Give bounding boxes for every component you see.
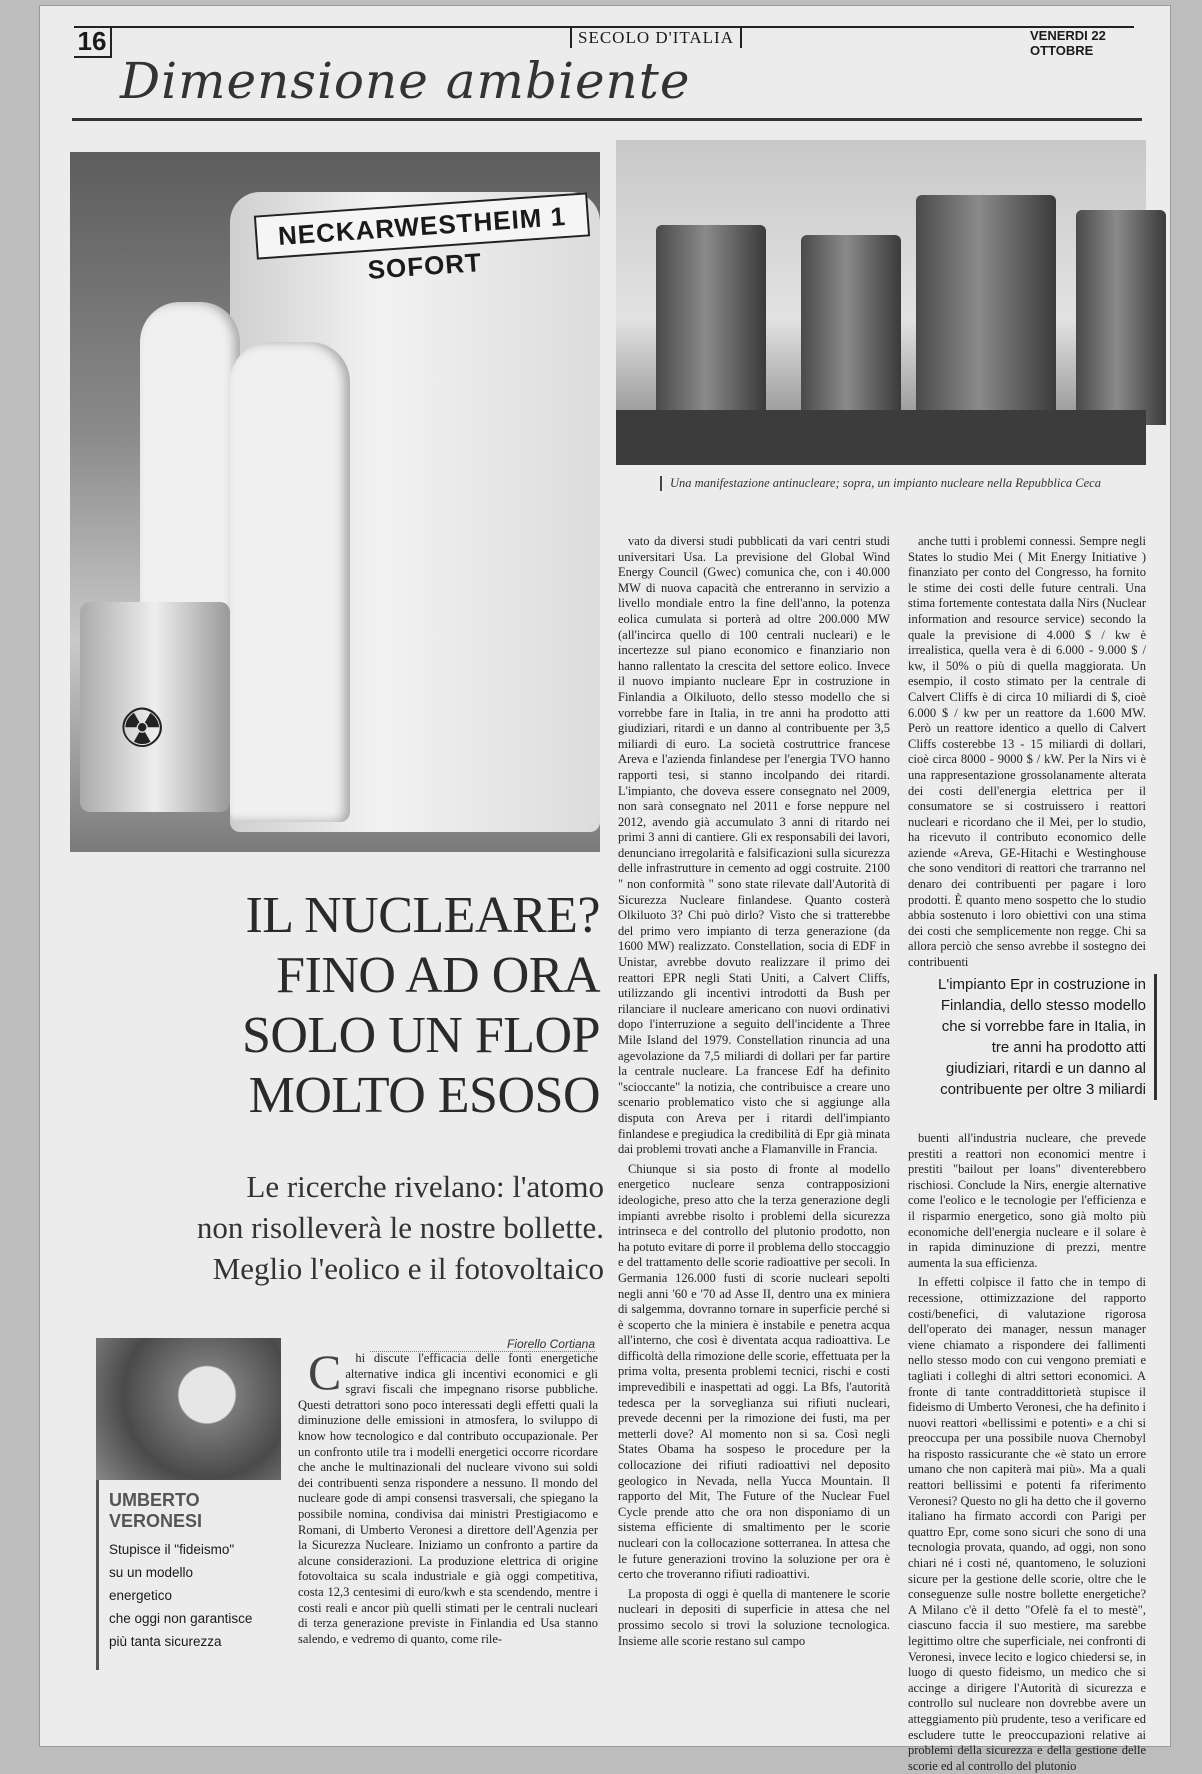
section-title: Dimensione ambiente — [120, 52, 691, 110]
sidebar-line: energetico — [109, 1588, 173, 1603]
issue-date: VENERDI 22 OTTOBRE — [1030, 28, 1106, 58]
article-paragraph: Chi discute l'efficacia delle fonti energetiche alternative indica gli incentivi economici e gli sgravi fiscali che impegnano risorse pubbliche. Questi detrattori sono poco interessati degli effetti quali la diminuzione delle emissioni in atmosfera, lo sviluppo di know how tecnologico e dal contributo occupazionale. Per un confronto utile tra i modelli energetici occorre ricordare che anche le multinazionali del nucleare vivono sui soldi dei contribuenti senza rispondere a nessuno. Il mondo del nucleare gode di ampi consensi trasversali, che spiegano la possibile nomina, condivisa dai ministri Prestigiacomo e Romani, di Umberto Veronesi a direttore dell'Agenzia per la Sicurezza Nucleare. Iniziamo un confronto a partire da alcune considerazioni. La produzione elettrica di origine fotovoltaica su scala industriale e già oggi competitiva, costa 12,3 centesimi di euro/kwh e sta scendendo, mentre i costi reali e ancor più quelli stimati per le centrali nucleari di terza generazione previste in Finlandia ed Usa stanno salendo, e vedremo di quanto, come rile- — [298, 1344, 598, 1646]
newspaper-name: SECOLO D'ITALIA — [570, 28, 742, 48]
protest-banner: NECKARWESTHEIM 1 SOFORT — [254, 192, 590, 259]
cooling-tower — [801, 235, 901, 425]
nuclear-barrel — [80, 602, 230, 812]
protester-figure — [230, 342, 350, 822]
article-paragraph: vato da diversi studi pubblicati da vari centri studi universitari Usa. La previsione del Global Wind Energy Council (Gwec) comunica che, con i 40.000 MW di nuova capacità che entreranno in servizio a livello mondiale entro la fine dell'anno, la potenza eolica cumulata si porterà ad oltre 200.000 MW (all'incirca quello di 100 centrali nucleari) e le incertezze sul piano economico e finanziario non hanno rallentato la crescita del settore eolico. Invece il nuovo impianto nucleare Epr in costruzione in Finlandia a Olkiluoto, dello stesso modello che si vorrebbe fare in Italia, in tre anni ha prodotto atti giudiziari, ritardi e un danno al contribuente per 3,5 miliardi di euro. La società costruttrice francese Areva e l'azienda finlandese per l'energia TVO hanno rapporti tesi, si stanno incolpando dei ritardi. L'impianto, che doveva essere consegnato nel 2009, non sarà consegnato nel 2011 e forse neppure nel 2012, avendo già accumulato 3 anni di ritardo nei primi 3 anni di cantiere. Gli ex responsabili dei lavori, denunciano irregolarità e falsificazioni sulla sicurezza delle infrastrutture in cemento ad oggi costruite. 2100 " non conformità " sono state rilevate dall'Autorità di Sicurezza Nucleare finlandese. Quanto costerà Olkiluoto 3? Chi può dirlo? Visto che si tratterebbe del primo vero impianto di terza generazione (da 1600 MW) realizzato. Constellation, socia di EDF in Unistar, avrebbe dovuto realizzare il primo dei reattori EPR negli Stati Uniti, a Calvert Cliffs, utilizzando gli incentivi introdotti da Bush per rilanciare il nucleare americano con nuovi ordinativi dopo l'interruzione a seguito dell'incidente a Three Mile Island del 1979. Constellation rinuncia ad una agevolazione da 7,5 miliardi di dollari per far partire la centrale nucleare. La francese Edf ha definito "scioccante" la notizia, che contribuisce a creare uno scenario problematico visto che si aggiunge alla disputa con Areva per i ritardi dell'impianto finlandese e pregiudica la credibilità di Epr già minata dai problemi trovati anche a Flamanville in Francia. — [618, 534, 890, 1157]
veronesi-sidebar — [96, 1480, 281, 1670]
photo-caption: Una manifestazione antinucleare; sopra, un impianto nucleare nella Repubblica Ceca — [660, 476, 1190, 491]
headline-line: FINO AD ORA — [276, 947, 600, 1004]
cooling-towers-photo — [616, 140, 1146, 465]
newspaper-page — [40, 6, 1170, 1773]
article-column-3-bottom — [908, 1131, 1146, 1773]
article-paragraph: La proposta di oggi è quella di mantenere le scorie nucleari in depositi di superficie in attesa che nel prossimo secolo si trovi la soluzione tecnologica. Insieme alle scorie restano sul campo — [618, 1586, 890, 1648]
headline — [80, 886, 600, 1126]
sidebar-line: su un modello — [109, 1565, 194, 1580]
cooling-tower — [656, 225, 766, 425]
headline-line: SOLO UN FLOP — [241, 1007, 600, 1064]
article-column-3-top — [908, 534, 1146, 970]
page-number: 16 — [74, 26, 112, 58]
subhead-line: Meglio l'eolico e il fotovoltaico — [212, 1251, 604, 1286]
article-paragraph: anche tutti i problemi connessi. Sempre negli States lo studio Mei ( Mit Energy Initiative ) finanziato per conto del Congresso, ha fornito le stime dei costi delle future centrali. Una stima fortemente contestata dalla Nirs (Nuclear information and resource service) secondo la quale la previsione di 4.000 $ / kw è irrealistica, quella vera è di 6.000 - 9.000 $ / kw, il 50% o più di quella maggiorata. Un esempio, il costo stimato per la centrale di Calvert Cliffs è di circa 10 miliardi di $, cioè 6.000 $ / kw per un reattore da 1.600 MW. Però un reattore identico a quello di Calvert Cliffs costerebbe 13 - 15 miliardi di dollari, cioè circa 8000 - 9000 $ / kW. Per la Nirs vi è una rappresentazione grossolanamente alterata dei costi dell'energia elettrica per il consumatore se si costruissero i reattori nucleari e ricordano che il Mei, per lo studio, ha ricevuto il contributo economico delle aziende «Areva, GE-Hitachi e Westinghouse che sono venditori di reattori che trarranno nel denaro dei contribuenti per pagare i loro prodotti. È quanto meno sospetto che lo studio abbia sostenuto i loro obiettivi con una stima dei costi che semplicemente non regge. Chi sa allora perciò che senso avrebbe il sostegno dei contribuenti — [908, 534, 1146, 970]
article-paragraph: buenti all'industria nucleare, che prevede prestiti a reattori non economici mentre i prestiti "bailout per loans" diventerebbero rischiosi. Conclude la Nirs, energie alternative come l'eolico e le tecnologie per l'efficienza e il risparmio energetico, sono già molto più economiche dell'energia nucleare e il solare è in rapida diminuzione di prezzi, mentre aumenta la sua efficienza. — [908, 1131, 1146, 1270]
cooling-tower — [1076, 210, 1166, 425]
article-paragraph: Chiunque si sia posto di fronte al modello energetico nucleare senza contrapposizioni ideologiche, preso atto che la terza generazione degli impianti avrebbe risolto i problemi della sicurezza intrinseca e del controllo del plutonio prodotto, non ha potuto evitare di porre il problema dello stoccaggio e del trattamento delle scorie radioattive per secoli. In Germania 126.000 fusti di scorie nucleari sepolti negli anni '60 e '70 ad Asse II, dentro una ex miniera di salgemma, dovranno tornare in superficie perché si è scoperto che la miniera è instabile e penetra acqua all'interno, che così è diventata acqua radioattiva. Le difficoltà della rimozione delle scorie, effettuata per la prima volta, presenta problemi tecnici, rischi e costi imprevedibili e inaspettati ad oggi. La Bfs, l'autorità tedesca per la sorveglianza sui rifiuti nucleari, prevede decenni per la rimozione dei fusti, ma per metterli dove? Al momento non si sa. Così negli States Obama ha sospeso le procedure per la collocazione dei rifiuti radioattivi nel deposito geologico in Nevada, nella Yucca Mountain. Il rapporto del Mit, The Future of the Nuclear Fuel Cycle prende atto che ora non disponiamo di un sistema efficiente di smaltimento per le scorie nucleari con la collocazione sotterranea. In attesa che le future generazioni trovino la soluzione per ora è certo che troveranno rifiuti radioattivi. — [618, 1161, 890, 1582]
article-paragraph: In effetti colpisce il fatto che in tempo di recessione, ottimizzazione del rapporto costi/benefici, di valutazione rigorosa dell'operato dei manager, nessun manager viene chiamato a rispondere dei fallimenti nello stesso modo con cui vengono premiati e tagliati i colleghi di altri settori economici. A fronte di tante contraddittorietà stupisce il fideismo di Umberto Veronesi, che ha definito i nuovi reattori «bellissimi e potenti» e a chi si preoccupa per una possibile nuova Chernobyl ha risposto rassicurante che «è stato un errore umano che non capiterà mai più». Ma a quali reattori bellissimi e potenti fa riferimento Veronesi? Questo no gli ha detto che il governo italiano ha firmato accordi con Parigi per quattro Epr, come sono sicuri che sono di una tecnologia provata, quando, ad oggi, non sono chiari né i costi né, quantomeno, le soluzioni sicure per la gestione delle scorie, oltre che le conseguenze sulle nostre bollette energetiche? A Milano c'è il detto "Ofelè fa el to mestè", ciascuno faccia il suo mestiere, ma sarebbe legittimo oltre che superficiale, nei confronti di Veronesi, invece lecito e logico chiedersi se, in luogo di questo fideismo, un medico che si accinge a dirigere l'Autorità di sicurezza e controllo sul nucleare non dovrebbe avere un atteggiamento più prudente, teso a verificare ed escludere tutte le preoccupazioni relative ai problemi della sicurezza e della gestione delle scorie ed al controllo del plutonio — [908, 1275, 1146, 1773]
sidebar-name: UMBERTO VERONESI — [109, 1490, 203, 1531]
cooling-tower — [916, 195, 1056, 425]
author-byline: Fiorello Cortiana — [370, 1337, 595, 1352]
headline-line: MOLTO ESOSO — [248, 1067, 600, 1124]
sidebar-line: che oggi non garantisce — [109, 1611, 253, 1626]
radiation-icon: ☢ — [118, 699, 167, 759]
protest-photo — [70, 152, 600, 852]
subheadline — [80, 1166, 604, 1289]
sidebar-line: più tanta sicurezza — [109, 1634, 222, 1649]
treeline — [616, 410, 1146, 465]
subhead-line: non risolleverà le nostre bollette. — [196, 1210, 604, 1245]
veronesi-portrait — [96, 1338, 281, 1480]
article-column-2 — [618, 534, 890, 1734]
headline-line: IL NUCLEARE? — [245, 887, 600, 944]
subhead-line: Le ricerche rivelano: l'atomo — [246, 1169, 604, 1204]
sidebar-text — [109, 1538, 281, 1653]
sidebar-line: Stupisce il "fideismo" — [109, 1542, 235, 1557]
section-rule — [72, 118, 1142, 121]
pull-quote: L'impianto Epr in costruzione in Finlandia, dello stesso modello che si vorrebbe fare in Italia, in tre anni ha prodotto atti giudiziari, ritardi e un danno al contribuente per oltre 3 miliardi — [926, 974, 1157, 1100]
